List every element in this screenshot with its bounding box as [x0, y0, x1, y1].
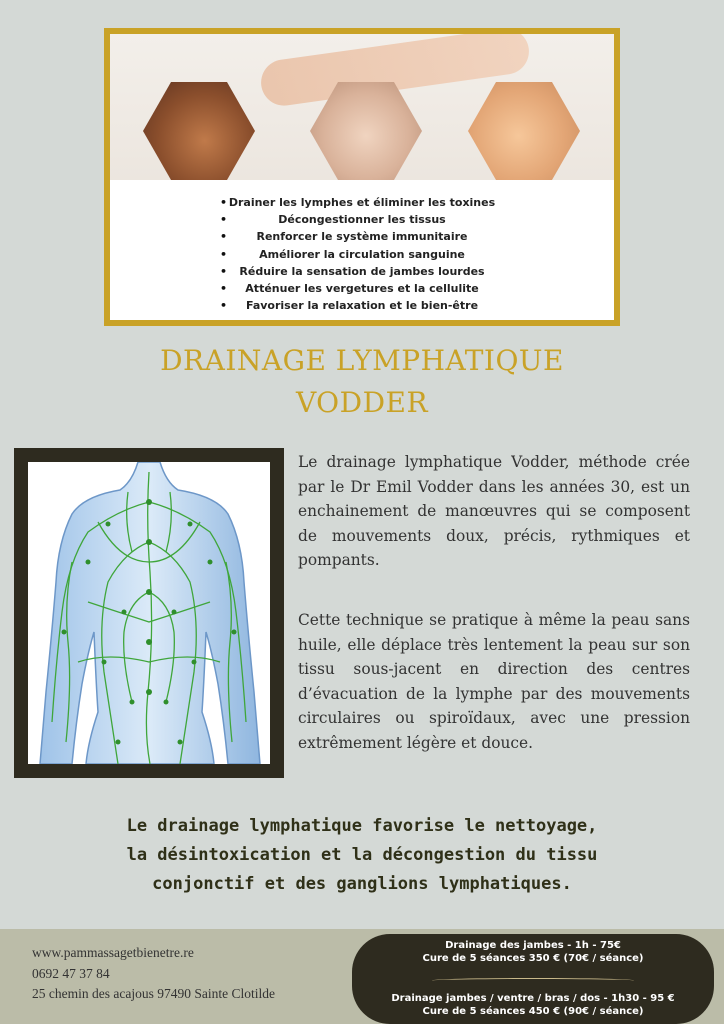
- phone-number[interactable]: 0692 47 37 84: [32, 965, 110, 981]
- bullet-icon: •: [220, 213, 228, 227]
- bullet-icon: •: [220, 264, 228, 278]
- benefits-panel: [104, 28, 620, 326]
- description-paragraph-1: Le drainage lymphatique Vodder, méthode crée par le Dr Emil Vodder dans les années 30, est un enchainement de manœuvres qui se composent de mouvements doux, précis, rythmiques et pompants.: [298, 453, 690, 570]
- statement-line-1: Le drainage lymphatique favorise le nettoyage,: [126, 816, 598, 836]
- benefit-item: • Améliorer la circulation sanguine: [110, 246, 614, 263]
- massage-photos: [110, 34, 614, 180]
- benefit-item: • Renforcer le système immunitaire: [110, 228, 614, 245]
- bullet-icon: •: [220, 299, 228, 313]
- pricing-legs: [352, 939, 714, 965]
- footer: [0, 929, 724, 1024]
- benefit-item: • Favoriser la relaxation et le bien-être: [110, 297, 614, 314]
- statement-line-2: la désintoxication et la décongestion du tissu: [126, 845, 598, 865]
- contact-info: [32, 943, 275, 1005]
- pricing-full-session: Drainage jambes / ventre / bras / dos - 1h30 - 95 €: [391, 993, 675, 1004]
- lymphatic-body-figure: [28, 462, 270, 764]
- massage-photo-thigh: [468, 82, 580, 180]
- page-title: [0, 340, 724, 424]
- bullet-icon: •: [220, 196, 228, 209]
- pricing-legs-session: Drainage des jambes - 1h - 75€: [445, 940, 621, 951]
- pricing-full-cure: Cure de 5 séances 450 € (90€ / séance): [422, 1006, 644, 1017]
- pricing-full-body: [352, 992, 714, 1018]
- bullet-icon: •: [220, 247, 228, 261]
- pricing-divider: [432, 978, 634, 983]
- body-silhouette: [40, 462, 260, 764]
- description-paragraph-2: Cette technique se pratique à même la peau sans huile, elle déplace très lentement la peau sur son tissu sous-jacent en direction des centres d’évacuation de la lymphe par des mouvements circulaires ou spiroïdaux, avec une pression extrêmement légère et douce.: [298, 611, 690, 752]
- lymphatic-system-illustration: [14, 448, 284, 778]
- benefit-item: • Décongestionner les tissus: [110, 211, 614, 228]
- title-line-1: DRAINAGE LYMPHATIQUE: [160, 344, 564, 377]
- address: 25 chemin des acajous 97490 Sainte Clotilde: [32, 986, 275, 1001]
- bullet-icon: •: [220, 282, 228, 296]
- website-link[interactable]: www.pammassagetbienetre.re: [32, 945, 194, 960]
- benefit-item: • Drainer les lymphes et éliminer les toxines: [110, 194, 614, 211]
- statement-line-3: conjonctif et des ganglions lymphatiques.: [152, 874, 572, 894]
- bullet-icon: •: [220, 230, 228, 244]
- massage-photo-back: [143, 82, 255, 180]
- benefit-item: • Atténuer les vergetures et la cellulite: [110, 280, 614, 297]
- title-line-2: VODDER: [295, 386, 429, 419]
- benefits-list: [110, 194, 614, 314]
- pricing-legs-cure: Cure de 5 séances 350 € (70€ / séance): [422, 953, 644, 964]
- pricing-box: [352, 934, 714, 1024]
- benefit-item: • Réduire la sensation de jambes lourdes: [110, 263, 614, 280]
- benefit-statement: [0, 812, 724, 899]
